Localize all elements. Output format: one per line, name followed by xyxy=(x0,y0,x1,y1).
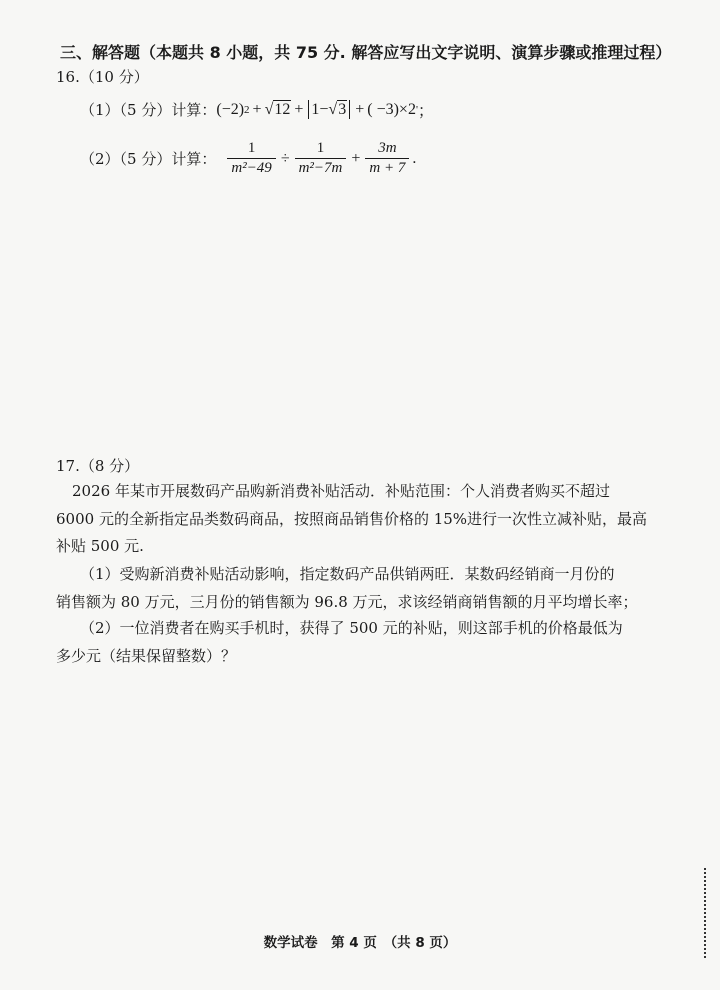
expr-plus: + xyxy=(252,100,262,118)
expr-tail: ( −3)×2 xyxy=(367,100,416,118)
question-17-intro-line-3: 补贴 500 元. xyxy=(56,537,144,555)
fraction-bar xyxy=(295,158,347,159)
question-17-number: 17.（8 分） xyxy=(56,457,140,475)
fraction-2 xyxy=(295,140,347,177)
fraction-bar xyxy=(227,158,275,159)
fraction-2-denominator: m²−7m xyxy=(298,160,343,176)
absolute-value xyxy=(308,100,350,119)
expr-end: ； xyxy=(417,103,434,120)
question-17-intro-line-1: 2026 年某市开展数码产品购新消费补贴活动．补贴范围：个人消费者购买不超过 xyxy=(72,482,610,500)
expr-plus: + xyxy=(294,100,304,118)
fraction-2-numerator: 1 xyxy=(316,140,325,156)
sqrt-12-radicand: 12 xyxy=(274,101,291,118)
fraction-3 xyxy=(365,140,409,177)
sqrt-12: √ 12 xyxy=(264,101,291,118)
expr-plus: + xyxy=(355,100,365,118)
expr-term-a: (−2) xyxy=(216,100,245,118)
part-2-label: （2）（5 分）计算： xyxy=(80,150,217,168)
binding-edge xyxy=(704,868,712,958)
fraction-1-denominator: m²−49 xyxy=(231,160,272,176)
question-17-intro-line-2: 6000 元的全新指定品类数码商品，按照商品销售价格的 15%进行一次性立减补贴，最高 xyxy=(56,510,648,528)
question-16-part-1 xyxy=(80,98,434,121)
question-17-part-1-line-2: 销售额为 80 万元，三月份的销售额为 96.8 万元，求该经销商销售额的月平均增长率； xyxy=(56,593,638,611)
question-17-part-2-line-2: 多少元（结果保留整数）？ xyxy=(56,647,237,665)
expr-divide: ÷ xyxy=(280,149,290,167)
sqrt-3-radicand: 3 xyxy=(338,101,347,118)
expr-end: . xyxy=(412,149,417,167)
question-16-number: 16.（10 分） xyxy=(56,68,149,86)
part-1-label: （1）（5 分）计算： xyxy=(80,101,217,119)
expr-plus: + xyxy=(351,149,361,167)
fraction-bar xyxy=(365,158,409,159)
sqrt-3: √ 3 xyxy=(328,101,347,118)
page-footer: 数学试卷 第 4 页 （共 8 页） xyxy=(263,935,457,951)
fraction-3-numerator: 3m xyxy=(378,140,397,156)
abs-inner-one: 1− xyxy=(311,101,329,118)
question-17-part-1-line-1: （1）受购新消费补贴活动影响，指定数码产品供销两旺．某数码经销商一月份的 xyxy=(80,565,615,583)
question-16-part-2 xyxy=(80,140,416,177)
expr-tail-mark: ' xyxy=(415,103,418,116)
part-2-expression xyxy=(224,140,416,177)
question-17-part-2-line-1: （2）一位消费者在购买手机时，获得了 500 元的补贴，则这部手机的价格最低为 xyxy=(80,619,623,637)
section-title: 三、解答题（本题共 8 小题，共 75 分. 解答应写出文字说明、演算步骤或推理过程） xyxy=(60,43,672,62)
fraction-1-numerator: 1 xyxy=(247,140,256,156)
part-1-expression xyxy=(216,98,434,121)
fraction-3-denominator: m + 7 xyxy=(369,160,406,176)
expr-exponent: 2 xyxy=(244,103,250,116)
fraction-1 xyxy=(227,140,275,177)
